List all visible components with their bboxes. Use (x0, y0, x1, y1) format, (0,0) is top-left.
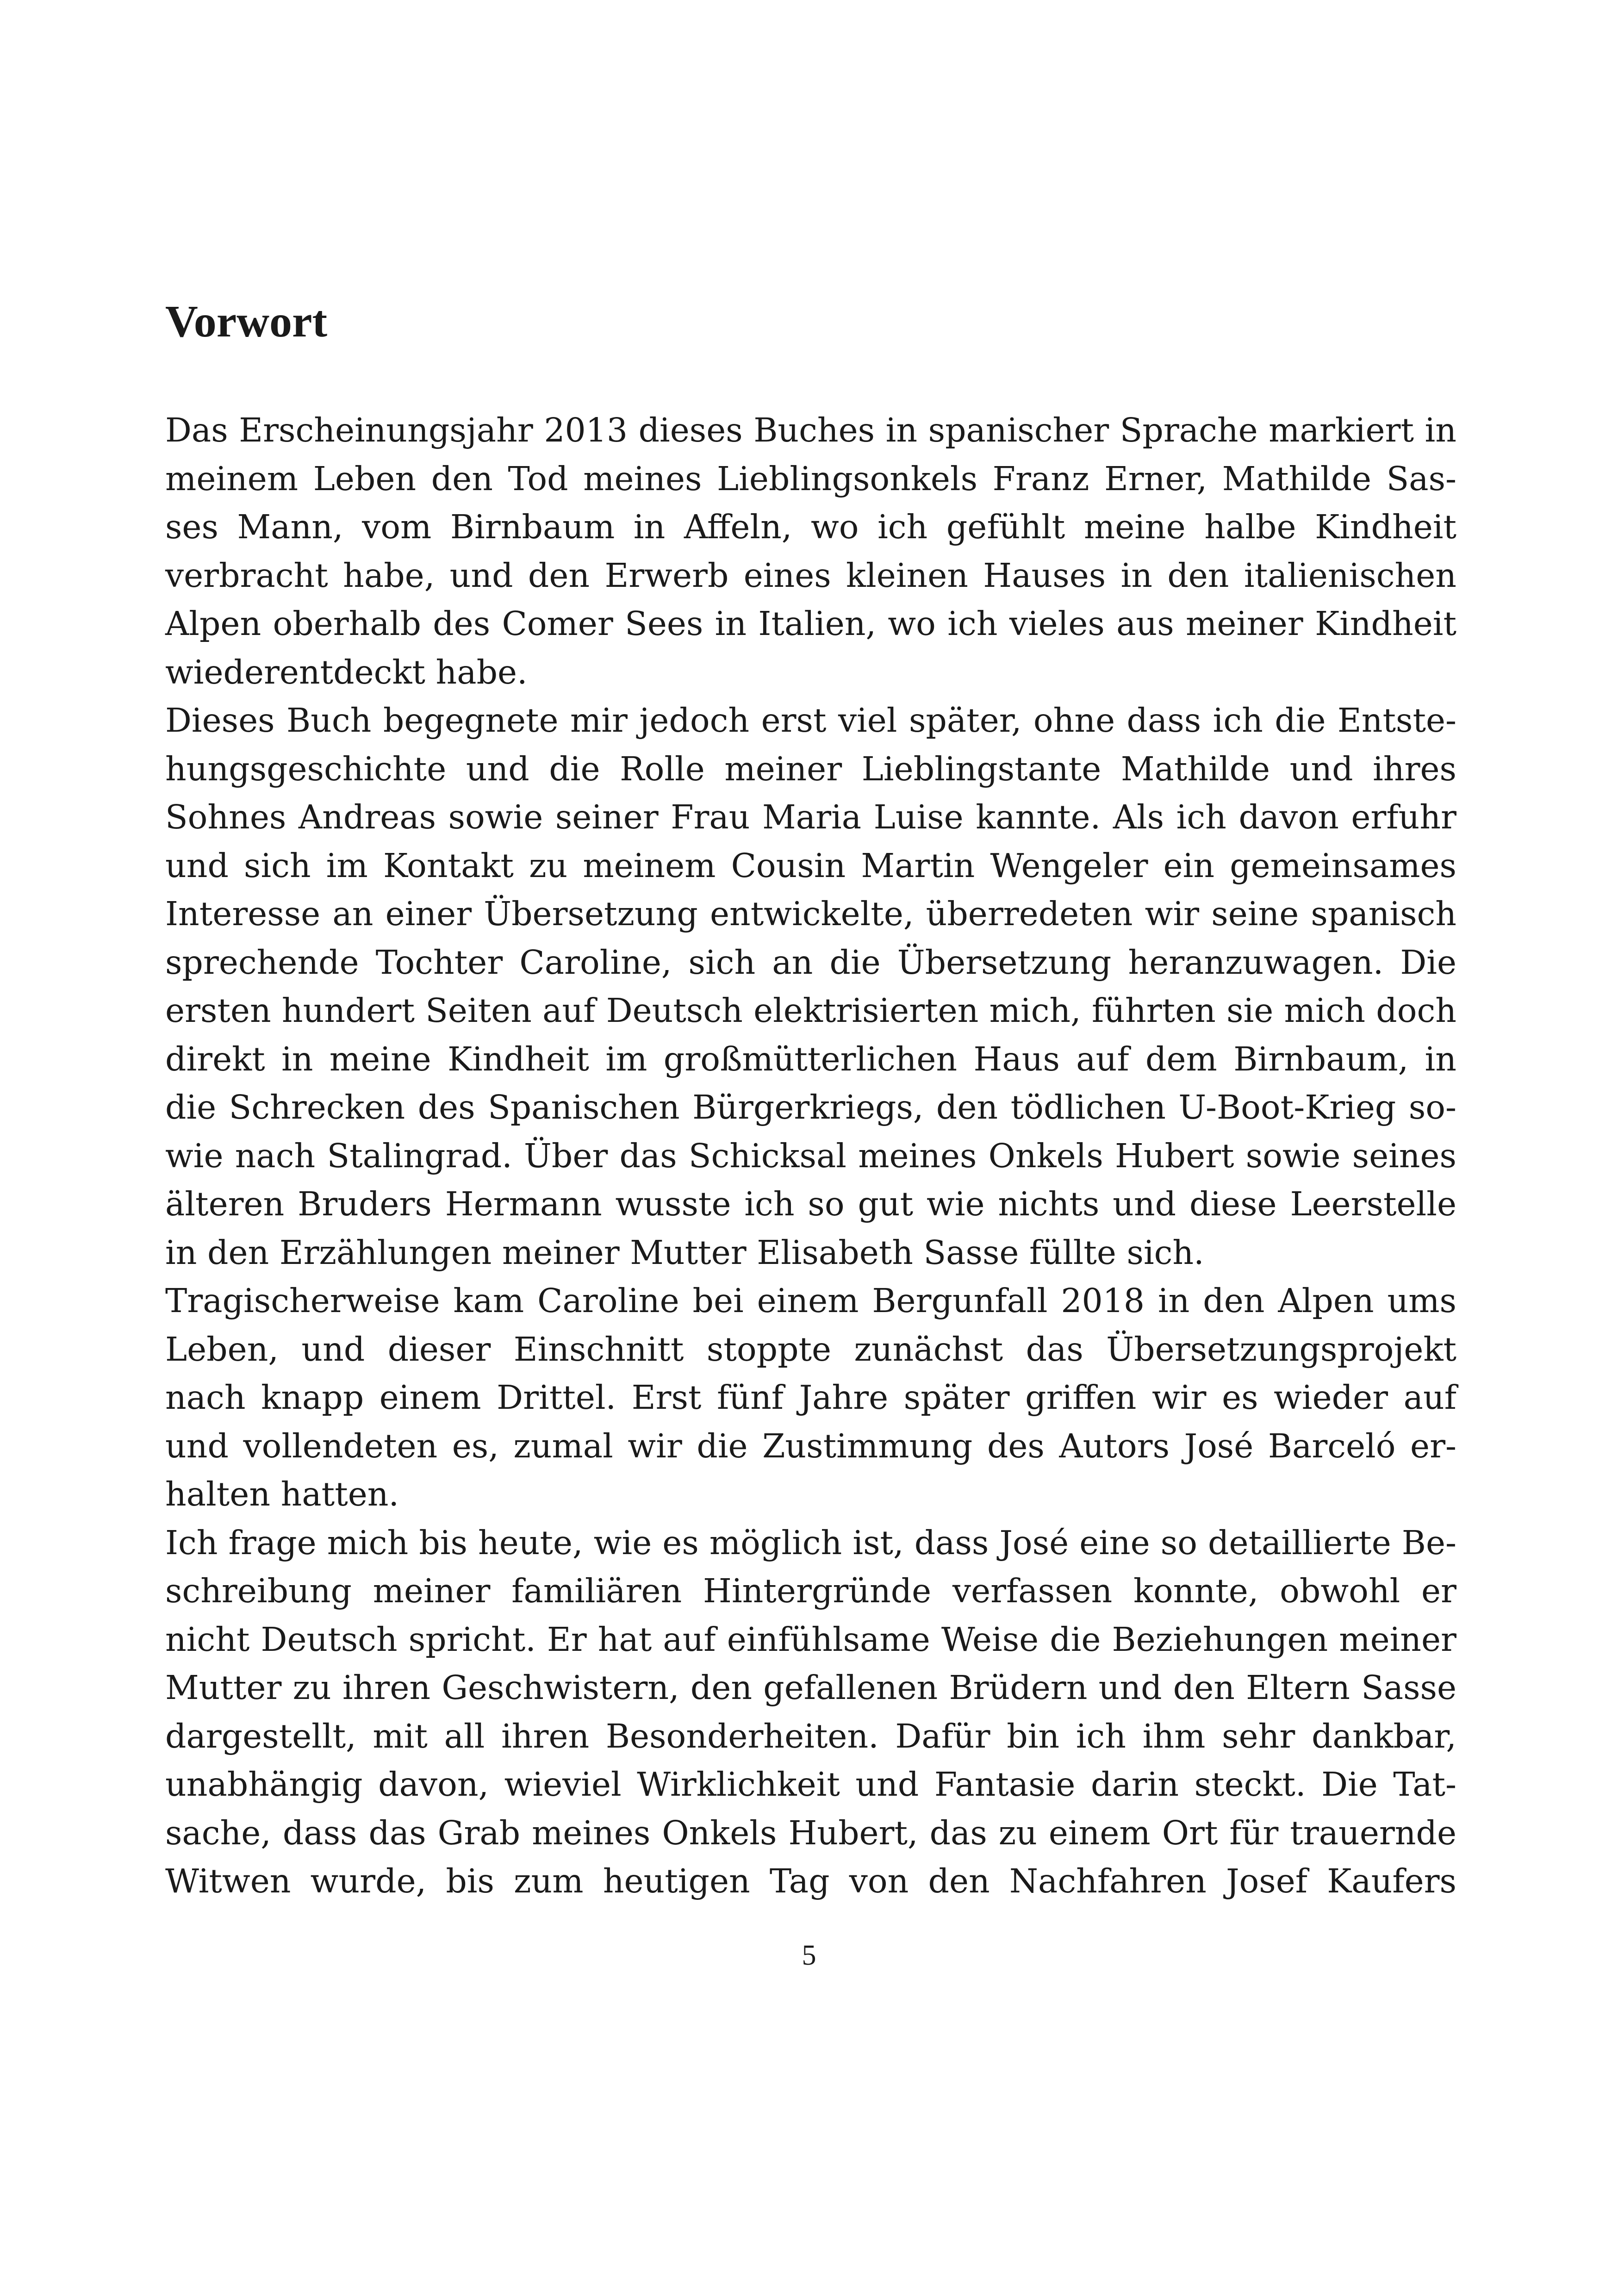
text-line: Leben, und dieser Einschnitt stoppte zunächst das Übersetzungsprojekt (165, 1330, 1456, 1369)
text-line: Sohnes Andreas sowie seiner Frau Maria Luise kannte. Als ich davon erfuhr (165, 798, 1456, 836)
text-line: Das Erscheinungsjahr 2013 dieses Buches in spanischer Sprache markiert in (165, 411, 1456, 449)
text-line: ersten hundert Seiten auf Deutsch elektrisierten mich, führten sie mich doch (165, 991, 1456, 1030)
text-line: Tragischerweise kam Caroline bei einem Bergunfall 2018 in den Alpen ums (165, 1282, 1456, 1320)
text-line: Mutter zu ihren Geschwistern, den gefallenen Brüdern und den Eltern Sasse (165, 1668, 1456, 1707)
text-line: und vollendeten es, zumal wir die Zustimmung des Autors José Barceló er- (165, 1426, 1456, 1465)
chapter-heading: Vorwort (165, 297, 328, 347)
text-line: hungsgeschichte und die Rolle meiner Lieblingstante Mathilde und ihres (165, 749, 1456, 788)
text-line: unabhängig davon, wieviel Wirklichkeit und Fantasie darin steckt. Die Tat- (165, 1765, 1456, 1804)
text-line: älteren Bruders Hermann wusste ich so gut wie nichts und diese Leerstelle (165, 1185, 1456, 1223)
text-line: verbracht habe, und den Erwerb eines kleinen Hauses in den italienischen (165, 556, 1456, 595)
text-line: nach knapp einem Drittel. Erst fünf Jahre später griffen wir es wieder auf (165, 1378, 1456, 1417)
text-line: dargestellt, mit all ihren Besonderheiten. Dafür bin ich ihm sehr dankbar, (165, 1717, 1456, 1755)
text-line: direkt in meine Kindheit im großmütterlichen Haus auf dem Birnbaum, in (165, 1039, 1456, 1078)
text-line: sprechende Tochter Caroline, sich an die Übersetzung heranzuwagen. Die (165, 943, 1456, 982)
text-line: und sich im Kontakt zu meinem Cousin Martin Wengeler ein gemeinsames (165, 846, 1456, 885)
text-line: halten hatten. (165, 1475, 399, 1513)
text-line: Witwen wurde, bis zum heutigen Tag von den Nachfahren Josef Kaufers (165, 1862, 1456, 1900)
body-text (165, 406, 1456, 1906)
text-line: schreibung meiner familiären Hintergründe verfassen konnte, obwohl er (165, 1572, 1456, 1610)
text-line: wie nach Stalingrad. Über das Schicksal meines Onkels Hubert sowie seines (165, 1136, 1456, 1175)
text-line: Ich frage mich bis heute, wie es möglich ist, dass José eine so detaillierte Be- (165, 1523, 1456, 1562)
text-line: in den Erzählungen meiner Mutter Elisabeth Sasse füllte sich. (165, 1233, 1204, 1272)
text-line: wiederentdeckt habe. (165, 653, 528, 691)
text-line: die Schrecken des Spanischen Bürgerkriegs, den tödlichen U-Boot-Krieg so- (165, 1088, 1456, 1126)
text-line: Interesse an einer Übersetzung entwickelte, überredeten wir seine spanisch (165, 895, 1456, 933)
text-line: ses Mann, vom Birnbaum in Affeln, wo ich gefühlt meine halbe Kindheit (165, 508, 1456, 546)
page-number: 5 (802, 1940, 816, 1971)
text-line: Dieses Buch begegnete mir jedoch erst viel später, ohne dass ich die Entste- (165, 701, 1456, 740)
text-line: nicht Deutsch spricht. Er hat auf einfühlsame Weise die Beziehungen meiner (165, 1620, 1456, 1659)
text-line: sache, dass das Grab meines Onkels Hubert, das zu einem Ort für trauernde (165, 1813, 1456, 1852)
text-line: meinem Leben den Tod meines Lieblingsonkels Franz Erner, Mathilde Sas- (165, 459, 1456, 498)
text-line: Alpen oberhalb des Comer Sees in Italien, wo ich vieles aus meiner Kindheit (165, 604, 1456, 643)
